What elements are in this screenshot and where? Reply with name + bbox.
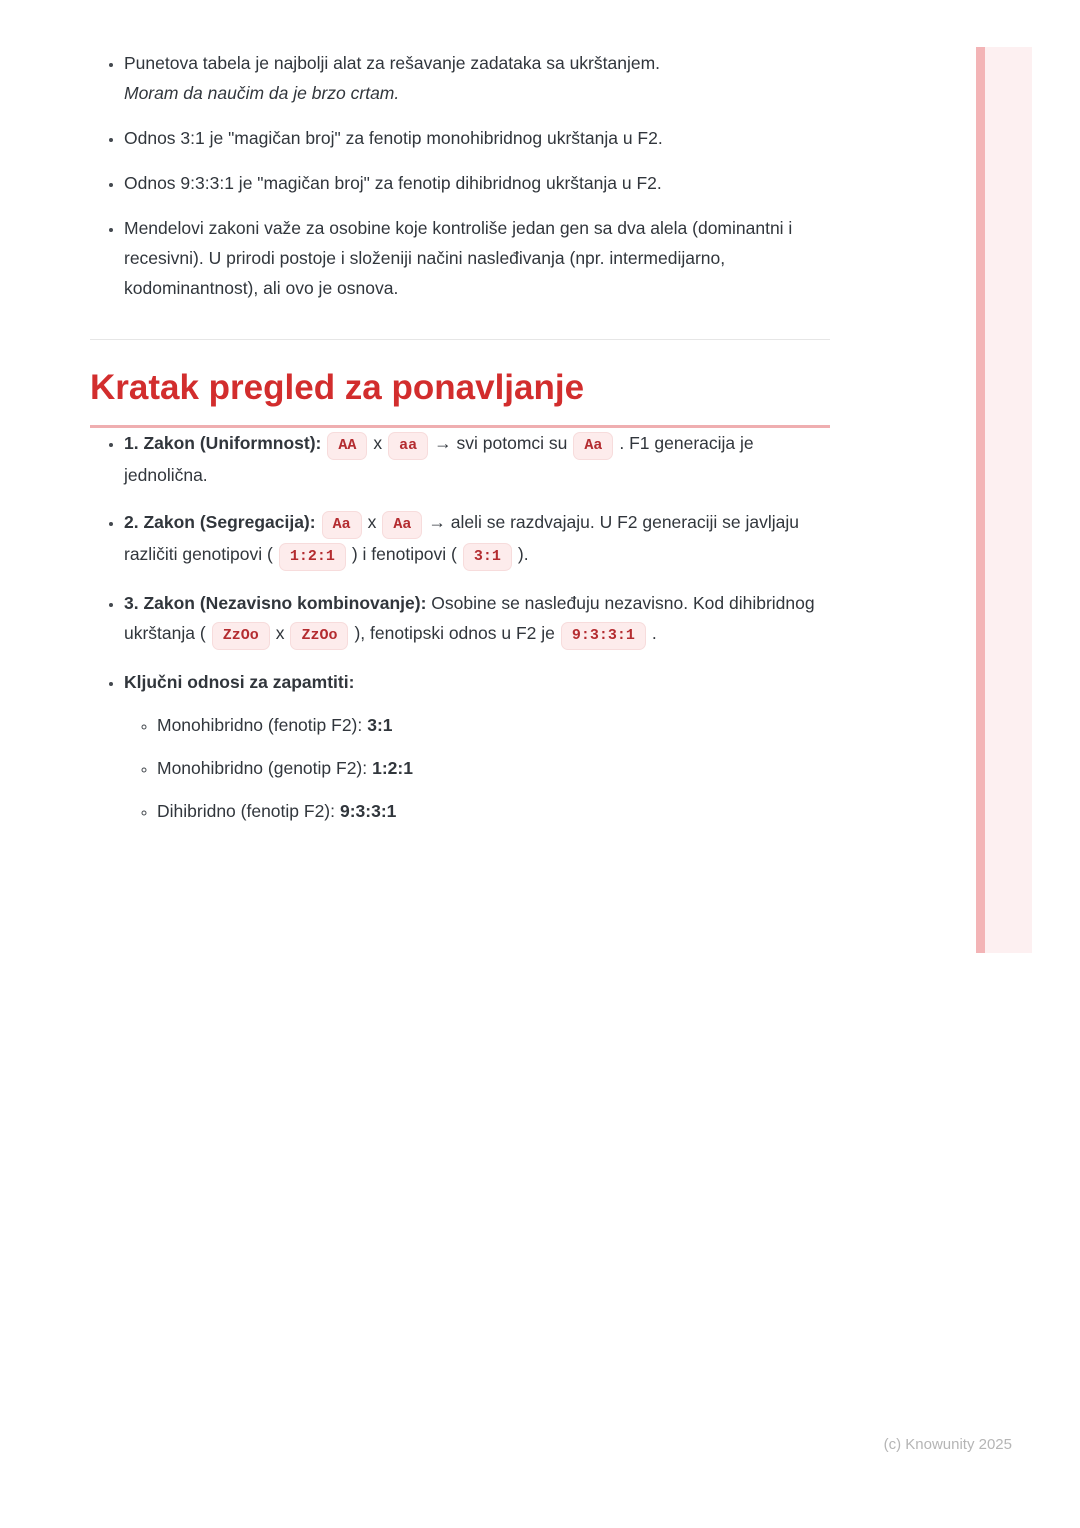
- genotype-badge: Aa: [382, 511, 422, 539]
- cross-symbol: x: [367, 512, 377, 532]
- list-item: [124, 123, 830, 153]
- ratio-badge: 1:2:1: [279, 543, 346, 571]
- law-text: .: [651, 623, 657, 643]
- list-item: [124, 168, 830, 198]
- genotype-badge: Aa: [322, 511, 362, 539]
- note-text: Punetova tabela je najbolji alat za rešavanje zadataka sa ukrštanjem.: [124, 53, 661, 73]
- list-item: [124, 213, 830, 303]
- ratio-item: [157, 796, 830, 826]
- law-item: [124, 588, 830, 650]
- page-edge-strip: [976, 47, 985, 953]
- genotype-badge: ZzOo: [212, 622, 270, 650]
- ratio-text: Dihibridno (fenotip F2):: [157, 801, 335, 821]
- ratio-text: Monohibridno (genotip F2):: [157, 758, 368, 778]
- law-text: Osobine se nasleđuju nezavisno. Kod dihibridnog ukrštanja (: [124, 593, 815, 643]
- law-label: 1. Zakon (Uniformnost):: [124, 433, 322, 453]
- page-edge-panel: [985, 47, 1032, 953]
- ratio-value: 1:2:1: [372, 758, 413, 778]
- law-item: [124, 428, 830, 490]
- note-text: Odnos 9:3:3:1 je "magičan broj" za fenotip dihibridnog ukrštanja u F2.: [124, 173, 662, 193]
- footer-credit: (c) Knowunity 2025: [883, 1436, 1012, 1453]
- law-text: → svi potomci su: [434, 433, 568, 453]
- law-text: . F1 generacija je jednolična.: [124, 433, 754, 485]
- ratio-value: 9:3:3:1: [340, 801, 397, 821]
- notes-list: [90, 48, 830, 303]
- law-text: ).: [517, 544, 529, 564]
- law-label: 2. Zakon (Segregacija):: [124, 512, 316, 532]
- list-item: [124, 48, 830, 108]
- page-title: Kratak pregled za ponavljanje: [90, 368, 830, 428]
- ratio-badge: 9:3:3:1: [561, 622, 646, 650]
- ratio-item: [157, 710, 830, 740]
- law-text: → aleli se razdvajaju. U F2 generaciji se javljaju različiti genotipovi (: [124, 512, 799, 564]
- ratio-text: Monohibridno (fenotip F2):: [157, 715, 363, 735]
- genotype-badge: AA: [327, 432, 367, 460]
- ratio-badge: 3:1: [463, 543, 512, 571]
- genotype-badge: ZzOo: [290, 622, 348, 650]
- review-list: [90, 428, 830, 826]
- italic-note: Moram da naučim da je brzo crtam.: [124, 83, 400, 103]
- note-text: Mendelovi zakoni važe za osobine koje kontroliše jedan gen sa dva alela (dominantni i recesivni). U prirodi postoje i složeniji načini nasleđivanja (npr. intermedijarno, kodominantnost), ali ovo je osnova.: [124, 218, 793, 298]
- law-item: [124, 507, 830, 571]
- law-text: ), fenotipski odnos u F2 je: [354, 623, 555, 643]
- key-ratios-sublist: [124, 710, 830, 826]
- law-text: ) i fenotipovi (: [351, 544, 457, 564]
- cross-symbol: x: [275, 623, 285, 643]
- ratio-item: [157, 753, 830, 783]
- key-ratios-label: Ključni odnosi za zapamtiti:: [124, 672, 355, 692]
- cross-symbol: x: [373, 433, 383, 453]
- section-divider: [90, 339, 830, 340]
- page-content: [90, 48, 830, 843]
- key-ratios-item: [124, 667, 830, 826]
- genotype-badge: Aa: [573, 432, 613, 460]
- law-label: 3. Zakon (Nezavisno kombinovanje):: [124, 593, 427, 613]
- genotype-badge: aa: [388, 432, 428, 460]
- note-text: Odnos 3:1 je "magičan broj" za fenotip monohibridnog ukrštanja u F2.: [124, 128, 663, 148]
- ratio-value: 3:1: [367, 715, 393, 735]
